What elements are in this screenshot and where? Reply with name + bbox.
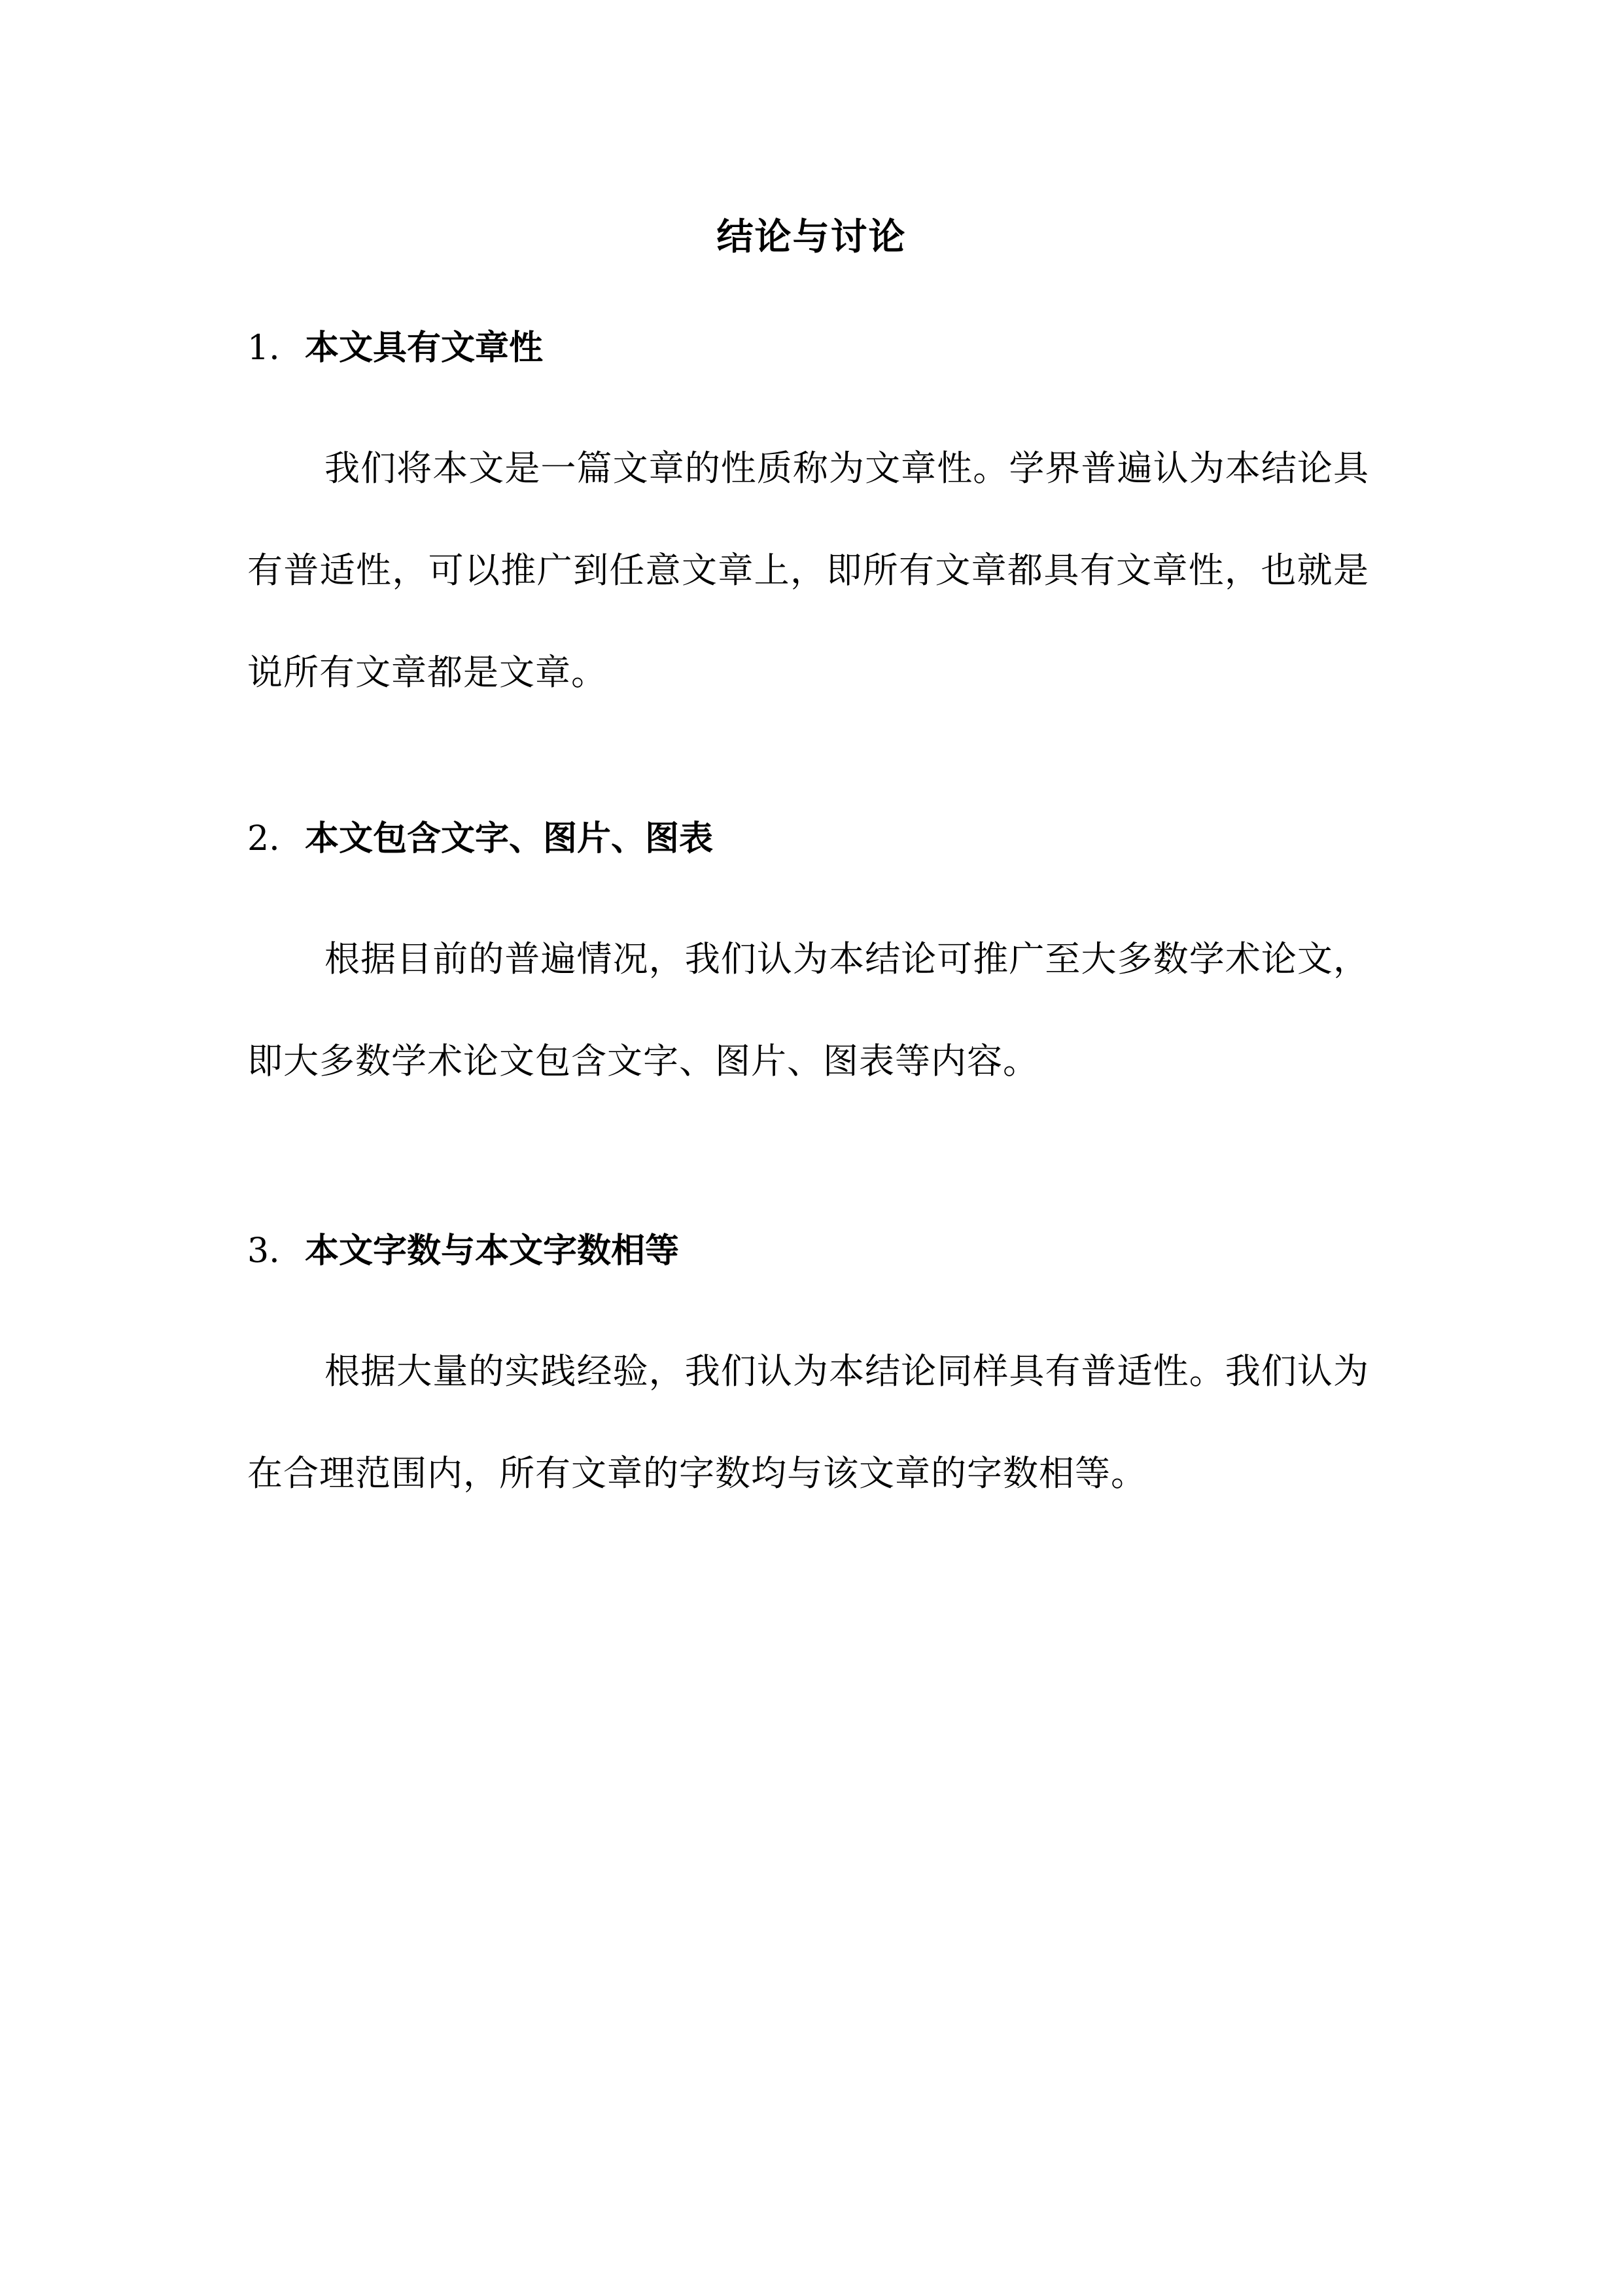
section-heading bbox=[247, 813, 1372, 865]
section-paragraph: 根据目前的普遍情况，我们认为本结论可推广至大多数学术论文，即大多数学术论文包含文字、图片、图表等内容。 bbox=[247, 938, 1369, 1082]
section-heading-text: 本文字数与本文字数相等 bbox=[305, 1231, 680, 1271]
section-heading-text: 本文包含文字、图片、图表 bbox=[305, 819, 714, 858]
section-number: 3. bbox=[247, 1231, 280, 1271]
section-paragraph: 我们将本文是一篇文章的性质称为文章性。学界普遍认为本结论具有普适性，可以推广到任意文章上，即所有文章都具有文章性，也就是说所有文章都是文章。 bbox=[247, 448, 1369, 693]
section-1 bbox=[247, 322, 1372, 724]
section-heading-text: 本文具有文章性 bbox=[305, 328, 544, 368]
page-title: 结论与讨论 bbox=[716, 215, 907, 258]
section-heading bbox=[247, 322, 1372, 374]
section-heading bbox=[247, 1225, 1372, 1277]
section-2 bbox=[247, 813, 1372, 1112]
section-paragraph: 根据大量的实践经验，我们认为本结论同样具有普适性。我们认为在合理范围内，所有文章的字数均与该文章的字数相等。 bbox=[247, 1351, 1369, 1494]
section-number: 2. bbox=[247, 819, 280, 858]
section-3 bbox=[247, 1225, 1372, 1525]
section-number: 1. bbox=[247, 328, 280, 368]
